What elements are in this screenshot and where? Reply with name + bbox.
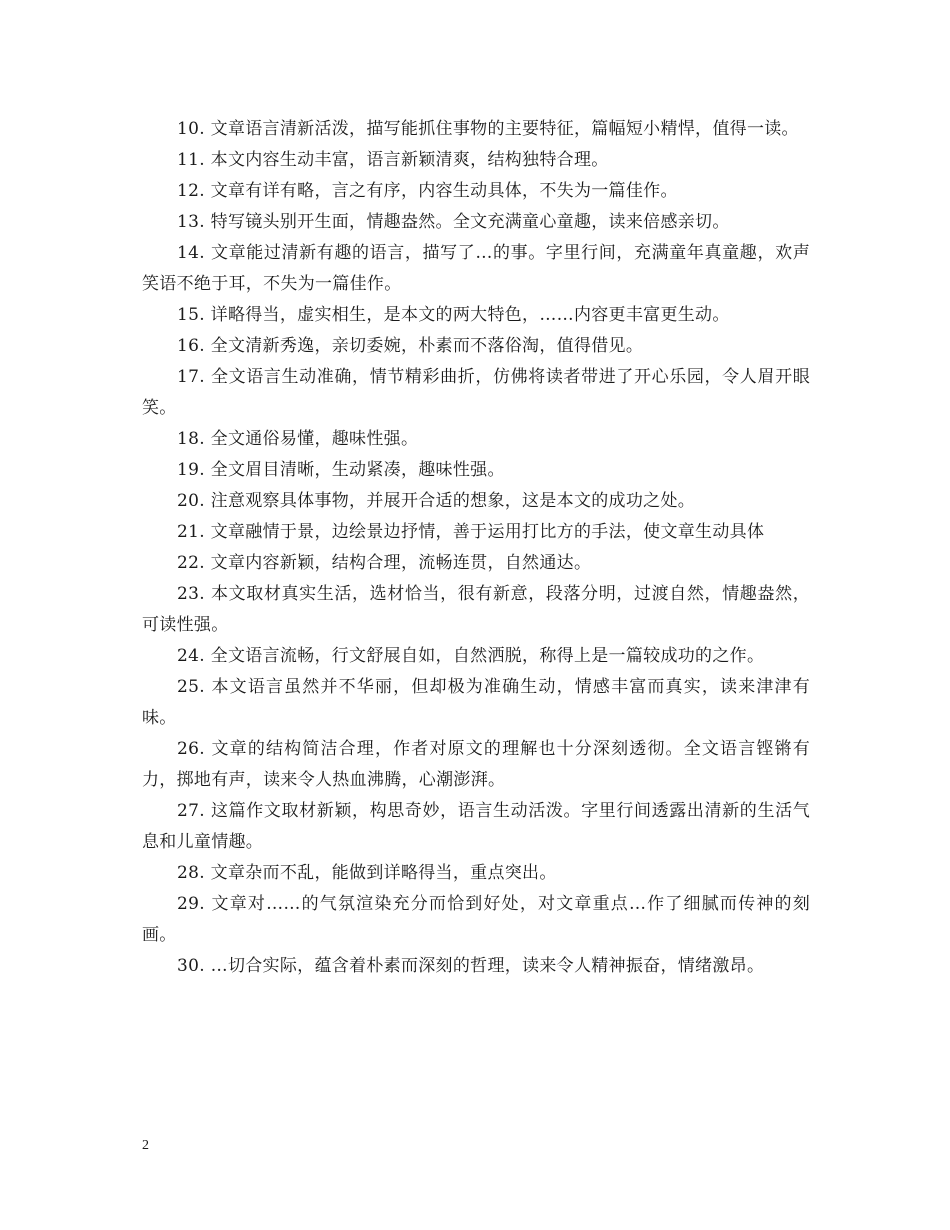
paragraph-22: 22. 文章内容新颖，结构合理，流畅连贯，自然通达。 <box>177 553 592 573</box>
paragraph-19: 19. 全文眉目清晰，生动紧凑，趣味性强。 <box>177 460 505 480</box>
paragraph-17: 17. 全文语言生动准确，情节精彩曲折，仿佛将读者带进了开心乐园，令人眉开眼笑。 <box>142 367 810 418</box>
paragraph-28: 28. 文章杂而不乱，能做到详略得当，重点突出。 <box>177 863 557 883</box>
paragraph-14: 14. 文章能过清新有趣的语言，描写了…的事。字里行间，充满童年真童趣，欢声笑语不绝于耳，不失为一篇佳作。 <box>142 243 810 294</box>
paragraph-18: 18. 全文通俗易懂，趣味性强。 <box>177 429 419 449</box>
paragraph-24: 24. 全文语言流畅，行文舒展自如，自然洒脱，称得上是一篇较成功的之作。 <box>177 646 765 666</box>
paragraph-25: 25. 本文语言虽然并不华丽，但却极为准确生动，情感丰富而真实，读来津津有味。 <box>142 677 810 728</box>
paragraph-16: 16. 全文清新秀逸，亲切委婉，朴素而不落俗淘，值得借见。 <box>177 336 644 356</box>
paragraph-11: 11. 本文内容生动丰富，语言新颖清爽，结构独特合理。 <box>177 150 609 170</box>
paragraph-29: 29. 文章对……的气氛渲染充分而恰到好处，对文章重点…作了细腻而传神的刻画。 <box>142 894 810 945</box>
paragraph-21: 21. 文章融情于景，边绘景边抒情，善于运用打比方的手法，使文章生动具体 <box>177 522 765 542</box>
paragraph-26: 26. 文章的结构简洁合理，作者对原文的理解也十分深刻透彻。全文语言铿锵有力，掷地有声，读来令人热血沸腾，心潮澎湃。 <box>142 739 810 790</box>
paragraph-12: 12. 文章有详有略，言之有序，内容生动具体，不失为一篇佳作。 <box>177 181 678 201</box>
paragraph-30: 30. …切合实际，蕴含着朴素而深刻的哲理，读来令人精神振奋，情绪激昂。 <box>177 956 765 976</box>
document-body <box>142 114 810 982</box>
paragraph-27: 27. 这篇作文取材新颖，构思奇妙，语言生动活泼。字里行间透露出清新的生活气息和儿童情趣。 <box>142 801 810 852</box>
paragraph-23: 23. 本文取材真实生活，选材恰当，很有新意，段落分明，过渡自然，情趣盎然，可读性强。 <box>142 584 810 635</box>
paragraph-15: 15. 详略得当，虚实相生，是本文的两大特色，……内容更丰富更生动。 <box>177 305 730 325</box>
paragraph-10: 10. 文章语言清新活泼，描写能抓住事物的主要特征，篇幅短小精悍，值得一读。 <box>177 119 799 139</box>
paragraph-13: 13. 特写镜头别开生面，情趣盎然。全文充满童心童趣，读来倍感亲切。 <box>177 212 730 232</box>
paragraph-20: 20. 注意观察具体事物，并展开合适的想象，这是本文的成功之处。 <box>177 491 696 511</box>
page-number: 2 <box>142 1138 149 1153</box>
